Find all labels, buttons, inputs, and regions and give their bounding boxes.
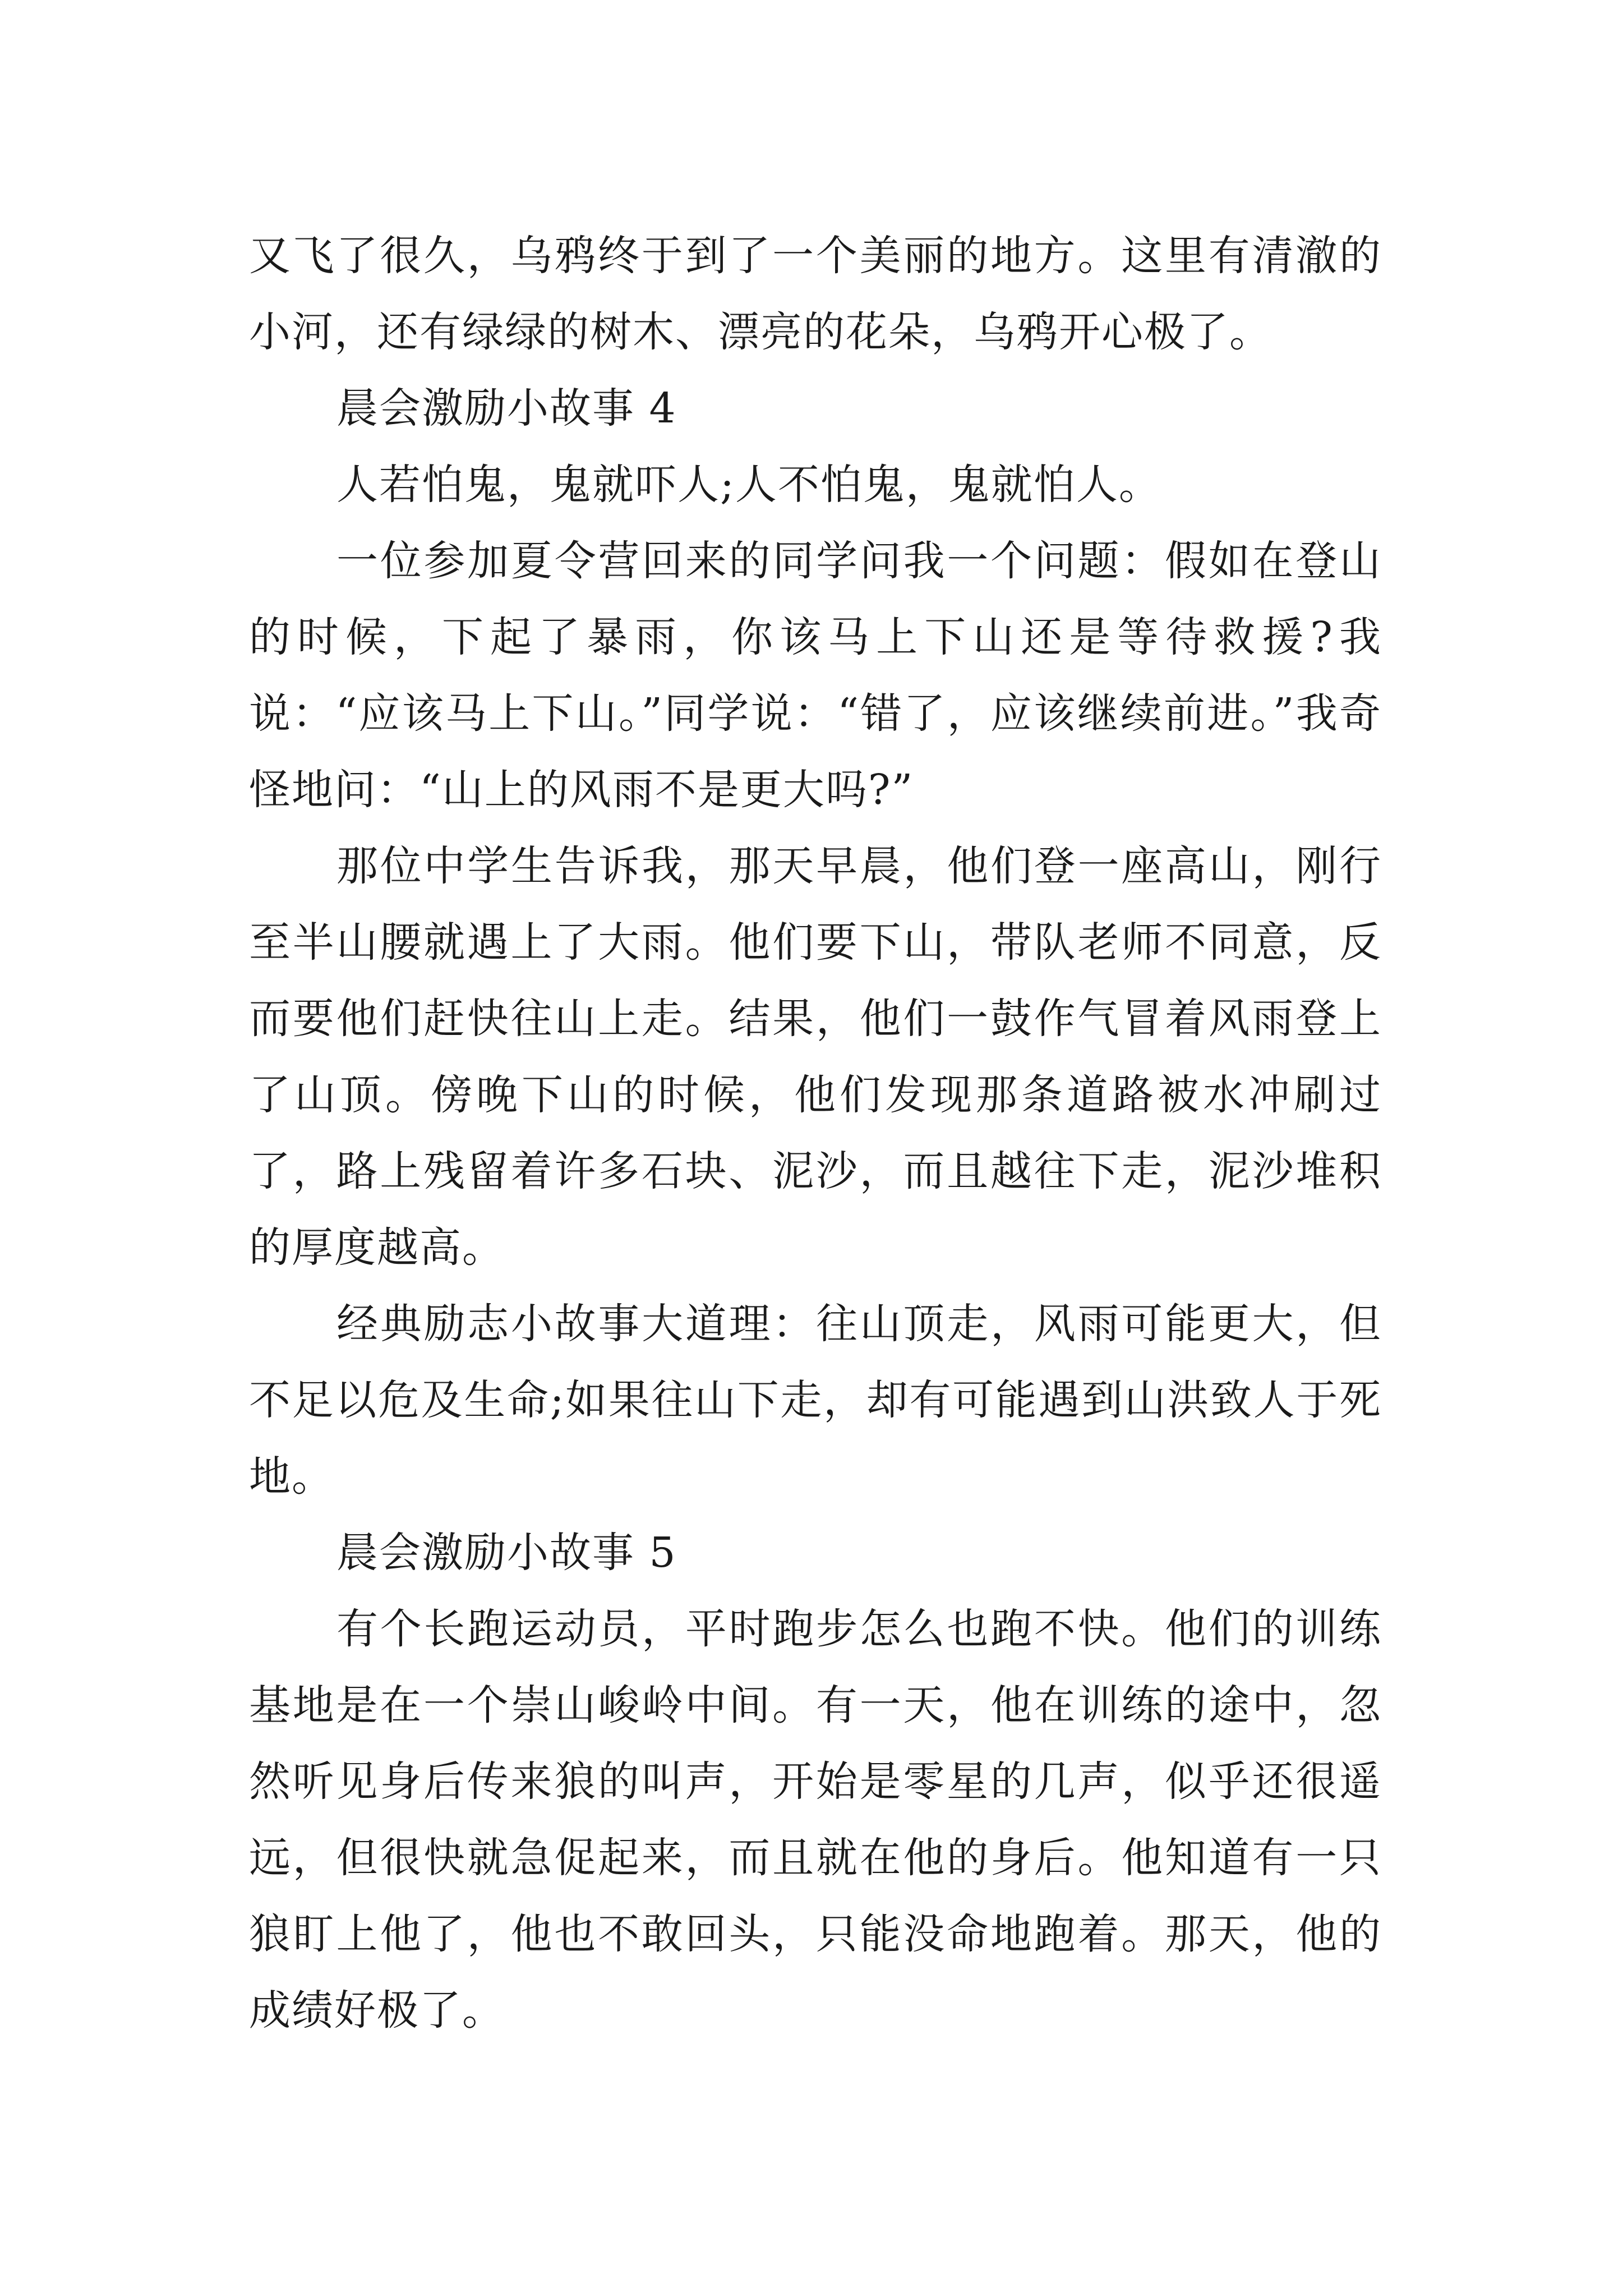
- paragraph: 经典励志小故事大道理：往山顶走，风雨可能更大，但不足以危及生命;如果往山下走，却有可能遇到山洪致人于死地。: [249, 1300, 1382, 1501]
- document-page: [249, 218, 1382, 2049]
- paragraph-continuation: 又飞了很久，乌鸦终于到了一个美丽的地方。这里有清澈的小河，还有绿绿的树木、漂亮的花朵，乌鸦开心极了。: [249, 232, 1382, 356]
- paragraph: 一位参加夏令营回来的同学问我一个问题：假如在登山的时候，下起了暴雨，你该马上下山还是等待救援?我说：“应该马上下山。”同学说：“错了，应该继续前进。”我奇怪地问：“山上的风雨不是更大吗?”: [249, 537, 1382, 814]
- paragraph: 人若怕鬼，鬼就吓人;人不怕鬼，鬼就怕人。: [336, 461, 1161, 509]
- paragraph: 有个长跑运动员，平时跑步怎么也跑不快。他们的训练基地是在一个崇山峻岭中间。有一天，他在训练的途中，忽然听见身后传来狼的叫声，开始是零星的几声，似乎还很遥远，但很快就急促起来，而且就在他的身后。他知道有一只狼盯上他了，他也不敢回头，只能没命地跑着。那天，他的成绩好极了。: [249, 1605, 1382, 2035]
- section-heading-4: 晨会激励小故事 4: [336, 384, 677, 432]
- section-heading-5: 晨会激励小故事 5: [336, 1529, 677, 1577]
- paragraph: 那位中学生告诉我，那天早晨，他们登一座高山，刚行至半山腰就遇上了大雨。他们要下山，带队老师不同意，反而要他们赶快往山上走。结果，他们一鼓作气冒着风雨登上了山顶。傍晚下山的时候，他们发现那条道路被水冲刷过了，路上残留着许多石块、泥沙，而且越往下走，泥沙堆积的厚度越高。: [249, 842, 1382, 1272]
